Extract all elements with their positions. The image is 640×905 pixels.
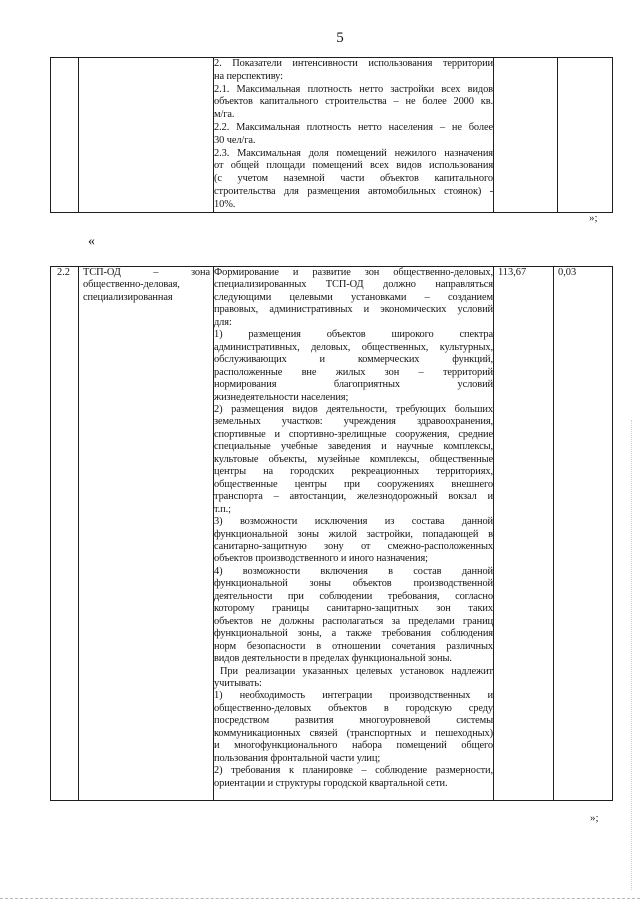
text-line: 1) необходимость интеграции производственных и <box>214 690 493 702</box>
text-line: спортивные и спортивно-зрелищные сооружения, средние <box>214 428 493 440</box>
text-line: функциональной зоны, а также требования соблюдения <box>214 628 493 640</box>
text-line: на перспективу: <box>214 70 283 82</box>
table-row <box>51 267 613 801</box>
text-line: 2.3. Максимальная доля помещений нежилого назначения <box>214 147 493 159</box>
text-line: обслуживающих и коммерческих функций, <box>214 354 493 366</box>
text-line: При реализации указанных целевых установок надлежит <box>220 665 493 677</box>
text-line: специальные учебные заведения и научные комплексы, <box>214 441 493 453</box>
text-line: правовых, административных и экономических условий <box>214 304 493 316</box>
text-line: норм безопасности в отношении сочетания различных <box>214 640 493 652</box>
share-cell <box>554 267 613 801</box>
text-line: Формирование и развитие зон общественно-деловых, <box>214 267 493 278</box>
text-line: пользования фронтальной части улиц; <box>214 752 381 764</box>
text-line: м/га. <box>214 109 235 121</box>
paragraph <box>214 84 493 122</box>
zone-name-line: ТСП-ОД – зона <box>83 267 210 278</box>
text-line: 2.2. Максимальная плотность нетто населения – не более <box>214 121 493 133</box>
text-line: видов деятельности в пределах функциональной зоны. <box>214 653 452 665</box>
area-value: 113,67 <box>498 267 527 278</box>
text-line: объектов капитального строительства – не более 2000 кв. <box>214 96 493 108</box>
row-number-cell <box>51 267 79 801</box>
text-line: функциональной зоны жилой застройки, попадающей в <box>214 528 493 540</box>
text-line: 3) возможности исключения из состава данной <box>214 516 493 528</box>
paragraph <box>214 516 493 566</box>
paragraph <box>214 404 493 516</box>
text-line: объектов не должны располагаться за пределами границ <box>214 615 493 627</box>
paragraph <box>214 267 493 329</box>
paragraph <box>214 765 493 790</box>
zone-name-line: общественно-деловая, <box>83 279 180 291</box>
text-line: деятельности при соблюдении требования, согласно <box>214 590 493 602</box>
zone-name-line: специализированная <box>83 291 173 303</box>
text-line: ориентации и структуры городской квартальной сети. <box>214 777 448 789</box>
text-line: для: <box>214 316 232 328</box>
text-line: 4) возможности включения в состав данной <box>214 565 493 577</box>
text-line: которому границы санитарно-защитных зон таких <box>214 603 493 615</box>
paragraph <box>214 329 493 404</box>
text-line: учитывать: <box>214 677 262 689</box>
page-number: 5 <box>336 30 344 46</box>
row-number-cell <box>51 58 79 213</box>
paragraph <box>214 690 493 765</box>
description-cell <box>214 267 494 801</box>
share-value: 0,03 <box>558 267 577 278</box>
text-line: транспорта – автостанции, железнодорожный вокзал и <box>214 491 493 503</box>
paragraph <box>214 148 493 212</box>
zone-table <box>50 266 613 801</box>
scan-edge-line <box>631 420 632 890</box>
zone-name-cell <box>79 58 214 213</box>
text-line: (с учетом наземной части объектов капитального <box>214 173 493 185</box>
row-number: 2.2 <box>57 267 70 278</box>
text-line: общественные центры при сооружениях внешнего <box>214 478 493 490</box>
zone-name-cell <box>79 267 214 801</box>
text-line: 1) размещения объектов широкого спектра <box>214 329 493 341</box>
opening-quote-mark: « <box>88 234 95 249</box>
text-line: следующими целевыми установками – созданием <box>214 291 493 303</box>
paragraph <box>214 58 493 84</box>
text-line: специализированных ТСП-ОД должно направляться <box>214 279 493 291</box>
description-cell <box>214 58 494 213</box>
text-line: административных, деловых, общественных, культурных, <box>214 341 493 353</box>
text-line: земельных участков: учреждения здравоохранения, <box>214 416 493 428</box>
text-line: посредством развития многоуровневой системы <box>214 715 493 727</box>
table-row <box>51 58 613 213</box>
paragraph <box>214 122 493 148</box>
paragraph <box>214 666 493 691</box>
scan-edge-line <box>0 898 640 899</box>
text-line: расположенные вне жилых зон – территорий <box>214 366 493 378</box>
text-line: и многофункционального набора помещений общего <box>214 740 493 752</box>
closing-quote-mark: »; <box>590 812 599 824</box>
closing-quote-mark: »; <box>589 212 598 224</box>
text-line: общественно-деловых объектов в городскую среду <box>214 702 493 714</box>
text-line: жизнедеятельности населения; <box>214 391 349 403</box>
area-cell <box>494 58 558 213</box>
text-line: строительства для размещения автомобильных стоянок) - <box>214 185 493 197</box>
continued-table <box>50 57 613 213</box>
share-cell <box>558 58 613 213</box>
text-line: 2. Показатели интенсивности использования территории <box>214 58 493 69</box>
text-line: 30 чел/га. <box>214 134 256 146</box>
text-line: культовые объекты, музейные комплексы, общественные <box>214 453 493 465</box>
text-line: 2) требования к планировке – соблюдение размерности, <box>214 765 493 777</box>
text-line: 10%. <box>214 198 236 210</box>
text-line: 2.1. Максимальная плотность нетто застройки всех видов <box>214 83 493 95</box>
text-line: центры на городских рекреационных территориях, <box>214 466 493 478</box>
text-line: от общей площади помещений всех видов использования <box>214 160 493 172</box>
text-line: объектов производственного и иного назначения; <box>214 553 428 565</box>
text-line: нормирования благоприятных условий <box>214 379 493 391</box>
text-line: санитарно-защитную зону от смежно-расположенных <box>214 540 493 552</box>
text-line: функциональной зоны объектов производственной <box>214 578 493 590</box>
text-line: 2) размещения видов деятельности, требующих больших <box>214 403 493 415</box>
paragraph <box>83 267 210 304</box>
text-line: коммуникационных связей (транспортных и пешеходных) <box>214 727 493 739</box>
paragraph <box>214 566 493 666</box>
area-cell <box>494 267 554 801</box>
text-line: т.п.; <box>214 503 231 515</box>
